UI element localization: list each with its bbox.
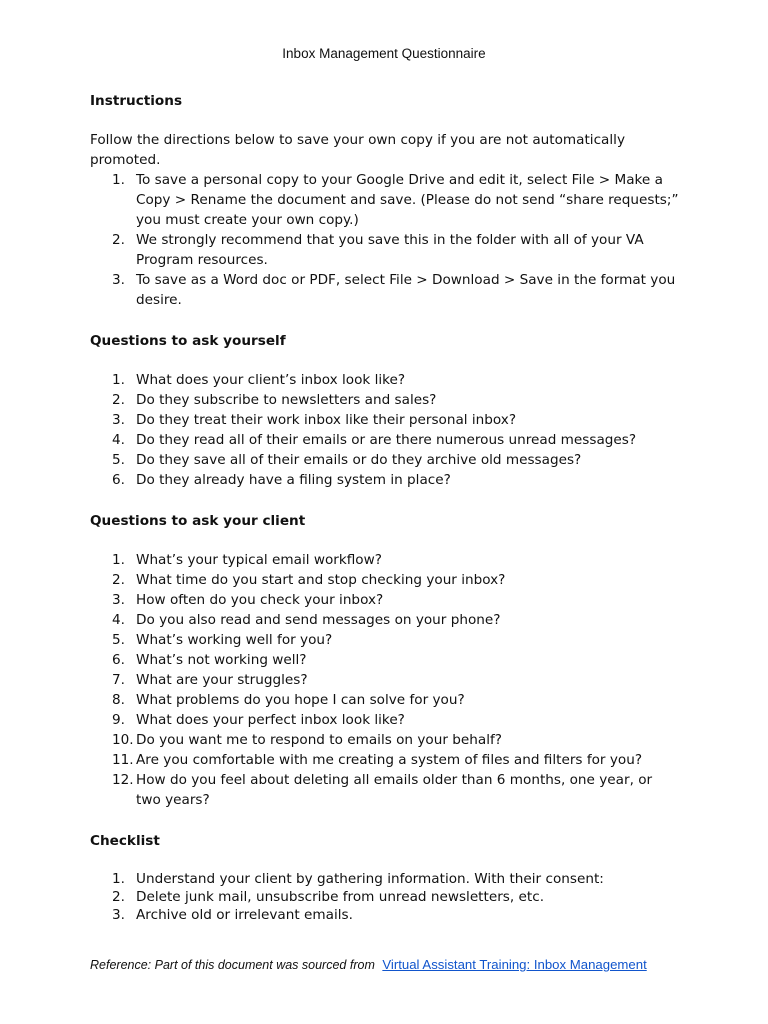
yourself-list [90,370,680,490]
list-item [90,610,680,630]
reference-footnote [90,957,647,972]
list-text: We strongly recommend that you save this in the folder with all of your VA Program resources. [136,232,644,268]
instructions-heading: Instructions [90,93,183,109]
yourself-heading: Questions to ask yourself [90,333,286,349]
list-item [90,570,680,590]
list-item [90,730,680,750]
list-text: What are your struggles? [136,672,308,688]
list-item [90,650,680,670]
list-number: 2. [112,572,125,588]
list-item [90,750,680,770]
document-body [90,90,680,924]
list-text: Do they treat their work inbox like their personal inbox? [136,412,517,428]
list-item [90,630,680,650]
list-text: Do they subscribe to newsletters and sales? [136,392,437,408]
list-item [90,370,680,390]
list-text: What time do you start and stop checking your inbox? [136,572,506,588]
list-item [90,170,680,230]
list-number: 6. [112,472,125,488]
list-text: Do they save all of their emails or do they archive old messages? [136,452,582,468]
list-number: 3. [112,592,125,608]
list-number: 3. [112,272,125,288]
list-number: 3. [112,907,125,923]
list-number: 10. [112,732,134,748]
list-item [90,770,680,810]
reference-prefix: Reference: Part of this document was sourced from [90,958,375,972]
client-list [90,550,680,810]
list-text: Do you want me to respond to emails on your behalf? [136,732,502,748]
list-number: 12. [112,772,134,788]
list-text: To save as a Word doc or PDF, select File > Download > Save in the format you desire. [136,272,676,308]
list-item [90,888,680,906]
list-number: 1. [112,372,125,388]
list-text: Understand your client by gathering information. With their consent: [136,871,604,887]
list-number: 6. [112,652,125,668]
list-number: 2. [112,889,125,905]
instructions-list [90,170,680,310]
list-text: How often do you check your inbox? [136,592,384,608]
list-item [90,450,680,470]
list-item [90,906,680,924]
list-text: Delete junk mail, unsubscribe from unread newsletters, etc. [136,889,545,905]
list-number: 4. [112,612,125,628]
list-text: Do they read all of their emails or are there numerous unread messages? [136,432,637,448]
list-text: What does your perfect inbox look like? [136,712,405,728]
list-number: 1. [112,871,125,887]
list-number: 9. [112,712,125,728]
document-title: Inbox Management Questionnaire [282,46,486,61]
list-text: What’s your typical email workflow? [136,552,382,568]
list-text: Do you also read and send messages on your phone? [136,612,501,628]
list-item [90,430,680,450]
list-item [90,470,680,490]
client-section [90,510,680,810]
list-number: 8. [112,692,125,708]
list-text: To save a personal copy to your Google Drive and edit it, select File > Make a Copy > Rename the document and save. (Please do not send “share requests;” you must create your own copy.) [136,172,679,228]
list-item [90,390,680,410]
list-number: 7. [112,672,125,688]
list-number: 1. [112,172,125,188]
list-number: 2. [112,232,125,248]
list-item [90,550,680,570]
list-text: What does your client’s inbox look like? [136,372,406,388]
list-item [90,230,680,270]
list-item [90,590,680,610]
yourself-section [90,330,680,490]
list-item [90,710,680,730]
checklist-list [90,870,680,924]
instructions-section [90,90,680,310]
list-item [90,670,680,690]
list-text: What’s working well for you? [136,632,333,648]
list-text: Archive old or irrelevant emails. [136,907,353,923]
list-number: 4. [112,432,125,448]
list-number: 1. [112,552,125,568]
checklist-section [90,830,680,924]
list-item [90,270,680,310]
list-item [90,870,680,888]
list-text: What’s not working well? [136,652,307,668]
reference-link[interactable]: Virtual Assistant Training: Inbox Management [382,957,647,972]
list-text: Are you comfortable with me creating a system of files and filters for you? [136,752,643,768]
list-number: 5. [112,632,125,648]
list-item [90,410,680,430]
checklist-heading: Checklist [90,833,160,849]
list-item [90,690,680,710]
list-text: How do you feel about deleting all emails older than 6 months, one year, or two years? [136,772,653,808]
list-text: Do they already have a filing system in place? [136,472,451,488]
client-heading: Questions to ask your client [90,513,306,529]
instructions-intro: Follow the directions below to save your own copy if you are not automatically promoted. [90,132,625,168]
list-text: What problems do you hope I can solve for you? [136,692,465,708]
list-number: 11. [112,752,134,768]
list-number: 5. [112,452,125,468]
list-number: 2. [112,392,125,408]
list-number: 3. [112,412,125,428]
